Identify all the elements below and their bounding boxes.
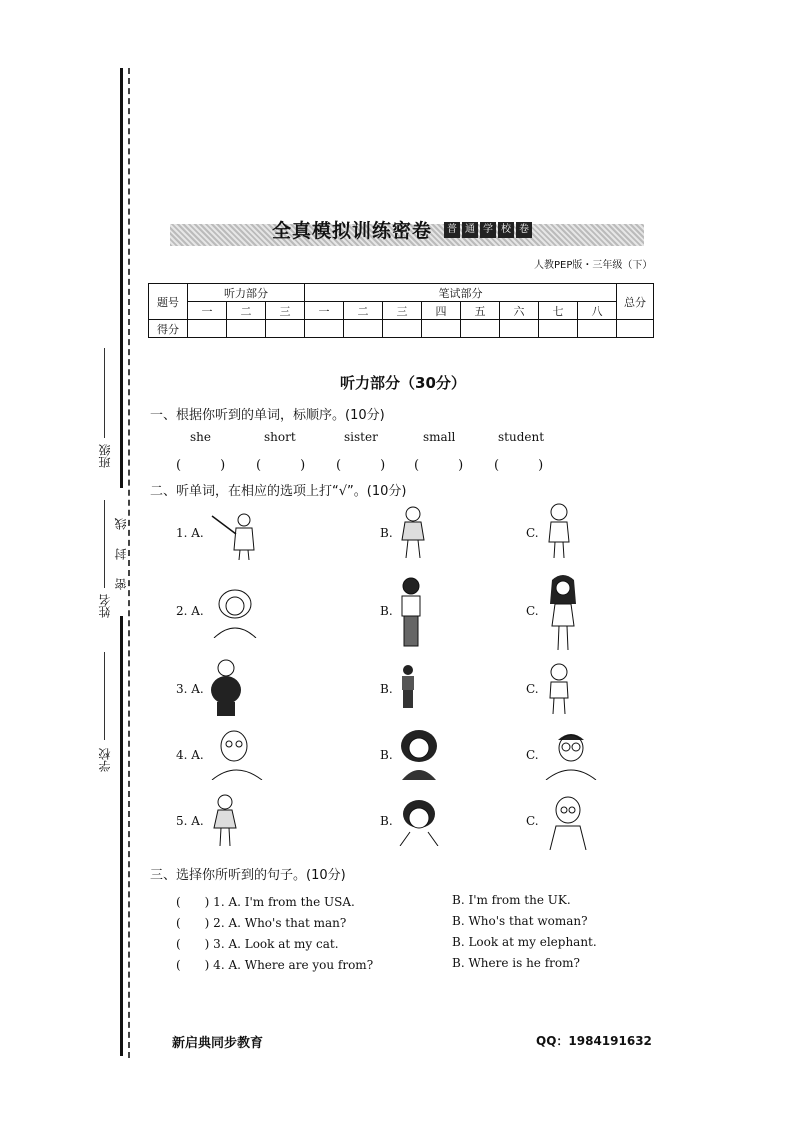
- answer-blank-1[interactable]: ( ): [176, 458, 226, 473]
- score-cell[interactable]: [578, 320, 617, 338]
- writing-col-3: 三: [383, 302, 422, 320]
- q5-option-b[interactable]: B.: [380, 814, 393, 828]
- man-glasses-illustration: [544, 728, 598, 780]
- sentence-2-b: B. Who's that woman?: [452, 914, 588, 928]
- exam-title: 全真模拟训练密卷: [272, 220, 433, 242]
- score-table: [148, 283, 654, 338]
- name-label: 姓名: [98, 594, 112, 618]
- total-header: 总分: [617, 284, 654, 320]
- binding-dashed-line: [128, 68, 130, 1058]
- writing-group-header: 笔试部分: [305, 284, 617, 302]
- q3-option-a[interactable]: 3. A.: [176, 682, 204, 696]
- mother-illustration: [396, 726, 442, 780]
- q3-option-b[interactable]: B.: [380, 682, 393, 696]
- answer-blank-2[interactable]: ( ): [256, 458, 306, 473]
- fat-man-illustration: [208, 658, 244, 718]
- class-label: 班级: [98, 444, 112, 468]
- school-blank-line: [104, 652, 105, 740]
- word-5: student: [498, 430, 545, 444]
- sentence-3-b: B. Look at my elephant.: [452, 935, 597, 949]
- word-3: sister: [344, 430, 378, 444]
- writing-col-1: 一: [305, 302, 344, 320]
- score-cell[interactable]: [461, 320, 500, 338]
- q4-option-b[interactable]: B.: [380, 748, 393, 762]
- badge-5: 卷: [516, 222, 532, 238]
- q2-option-b[interactable]: B.: [380, 604, 393, 618]
- score-cell[interactable]: [227, 320, 266, 338]
- q1-option-a[interactable]: 1. A.: [176, 526, 204, 540]
- school-label: 学校: [98, 748, 112, 772]
- total-score-cell[interactable]: [617, 320, 654, 338]
- seal-char-2: 封: [114, 548, 128, 560]
- badge-2: 通: [462, 222, 478, 238]
- row-label-number: 题号: [149, 284, 188, 320]
- girl-waving-illustration: [396, 504, 430, 560]
- boy-standing-illustration: [396, 576, 426, 648]
- sentence-1-a[interactable]: ( ) 1. A. I'm from the USA.: [176, 895, 355, 909]
- badge-4: 校: [498, 222, 514, 238]
- badge-3: 学: [480, 222, 496, 238]
- sentence-4-b: B. Where is he from?: [452, 956, 580, 970]
- word-1: she: [190, 430, 211, 444]
- q4-option-c[interactable]: C.: [526, 748, 539, 762]
- q2-option-c[interactable]: C.: [526, 604, 539, 618]
- score-cell[interactable]: [188, 320, 227, 338]
- word-4: small: [423, 430, 456, 444]
- q5-option-c[interactable]: C.: [526, 814, 539, 828]
- seal-char-3: 线: [114, 518, 128, 530]
- listening-group-header: 听力部分: [188, 284, 305, 302]
- seal-char-1: 密: [114, 578, 128, 590]
- score-cell[interactable]: [305, 320, 344, 338]
- q1-option-c[interactable]: C.: [526, 526, 539, 540]
- section1-title: 一、根据你听到的单词，标顺序。(10分): [150, 408, 385, 423]
- old-woman-illustration: [544, 794, 592, 850]
- score-cell[interactable]: [422, 320, 461, 338]
- q3-option-c[interactable]: C.: [526, 682, 539, 696]
- name-blank-line: [104, 500, 105, 588]
- row-label-score: 得分: [149, 320, 188, 338]
- q4-option-a[interactable]: 4. A.: [176, 748, 204, 762]
- q1-option-b[interactable]: B.: [380, 526, 393, 540]
- listening-col-2: 二: [227, 302, 266, 320]
- writing-col-6: 六: [500, 302, 539, 320]
- writing-col-2: 二: [344, 302, 383, 320]
- writing-col-4: 四: [422, 302, 461, 320]
- sentence-3-a[interactable]: ( ) 3. A. Look at my cat.: [176, 937, 339, 951]
- sentence-4-a[interactable]: ( ) 4. A. Where are you from?: [176, 958, 374, 972]
- sentence-2-a[interactable]: ( ) 2. A. Who's that man?: [176, 916, 347, 930]
- grandmother-illustration: [208, 584, 262, 638]
- short-boy-illustration: [398, 664, 418, 710]
- part-title: 听力部分（30分）: [340, 374, 466, 392]
- score-cell[interactable]: [500, 320, 539, 338]
- section3-title: 三、选择你所听到的句子。(10分): [150, 868, 346, 883]
- edition-label: 人教PEP版・三年级（下）: [534, 260, 653, 271]
- writing-col-5: 五: [461, 302, 500, 320]
- girl-talking-illustration: [210, 792, 240, 848]
- answer-blank-3[interactable]: ( ): [336, 458, 386, 473]
- girl-illustration: [542, 502, 576, 560]
- boy-cheering-illustration: [542, 662, 576, 716]
- boy-funny-face-illustration: [396, 796, 442, 846]
- listening-col-1: 一: [188, 302, 227, 320]
- answer-blank-4[interactable]: ( ): [414, 458, 464, 473]
- writing-col-7: 七: [539, 302, 578, 320]
- score-cell[interactable]: [266, 320, 305, 338]
- score-cell[interactable]: [539, 320, 578, 338]
- class-blank-line: [104, 348, 105, 438]
- score-cell[interactable]: [344, 320, 383, 338]
- listening-col-3: 三: [266, 302, 305, 320]
- publisher-name: 新启典同步教育: [172, 1036, 264, 1051]
- answer-blank-5[interactable]: ( ): [494, 458, 544, 473]
- word-2: short: [264, 430, 296, 444]
- score-cell[interactable]: [383, 320, 422, 338]
- sentence-1-b: B. I'm from the UK.: [452, 893, 571, 907]
- tall-girl-illustration: [546, 574, 580, 652]
- q2-option-a[interactable]: 2. A.: [176, 604, 204, 618]
- writing-col-8: 八: [578, 302, 617, 320]
- grandfather-illustration: [208, 726, 264, 780]
- section2-title: 二、听单词，在相应的选项上打“√”。(10分): [150, 484, 407, 499]
- q5-option-a[interactable]: 5. A.: [176, 814, 204, 828]
- contact-qq: QQ：1984191632: [536, 1034, 652, 1048]
- binding-line-bottom: [120, 616, 123, 1056]
- teacher-pointing-illustration: [210, 508, 266, 560]
- badge-1: 普: [444, 222, 460, 238]
- binding-line-top: [120, 68, 123, 488]
